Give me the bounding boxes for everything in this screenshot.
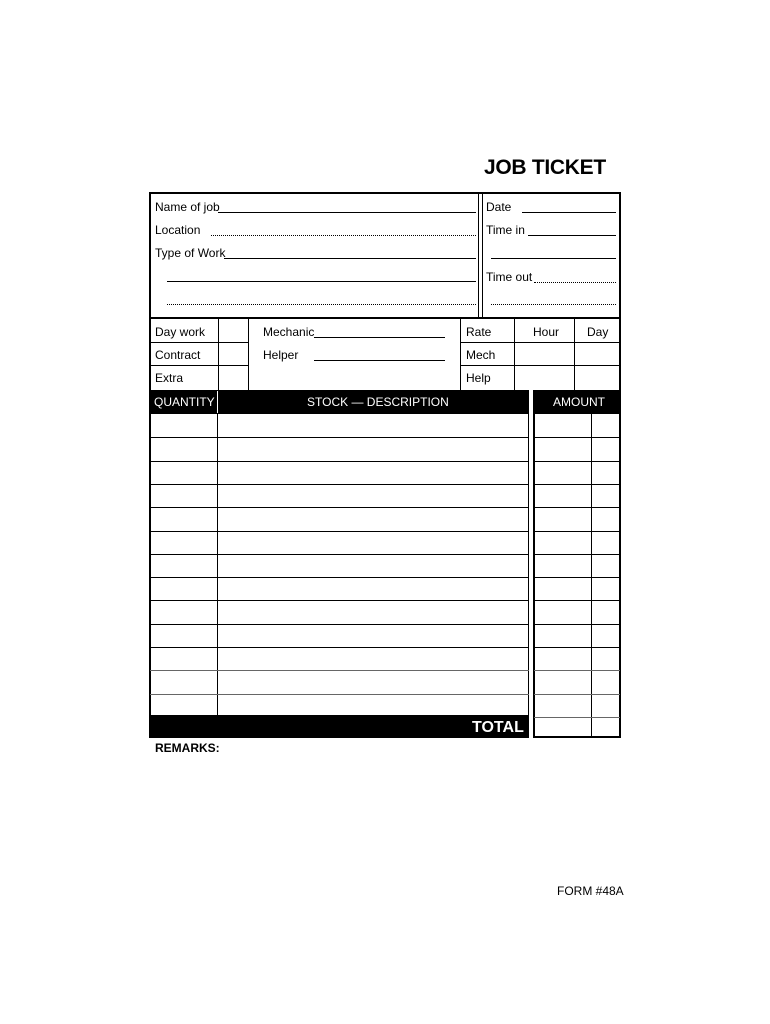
help-hour-field[interactable] [515, 366, 573, 386]
description-cell[interactable] [218, 438, 528, 458]
amount-dollars-cell[interactable] [535, 555, 591, 575]
form-title: JOB TICKET [484, 156, 606, 179]
amount-cents-cell[interactable] [592, 532, 619, 552]
description-cell[interactable] [218, 462, 528, 482]
labor-col-line [248, 319, 249, 390]
quantity-cell[interactable] [151, 695, 217, 715]
quantity-cell[interactable] [151, 671, 217, 691]
amount-dollars-cell[interactable] [535, 578, 591, 598]
amount-dollars-cell[interactable] [535, 625, 591, 645]
quantity-cell[interactable] [151, 555, 217, 575]
extra-checkbox[interactable] [220, 366, 247, 387]
description-header: STOCK — DESCRIPTION [307, 395, 449, 409]
time-blank-line[interactable] [491, 258, 616, 259]
name-of-job-label: Name of job [155, 200, 220, 214]
location-label: Location [155, 223, 201, 237]
name-of-job-line[interactable] [218, 212, 476, 213]
amount-cents-cell[interactable] [592, 695, 619, 715]
total-label: TOTAL [472, 719, 524, 736]
remarks-label: REMARKS: [155, 741, 220, 755]
amount-right-border [619, 414, 621, 738]
mechanic-label: Mechanic [263, 325, 315, 339]
quantity-cell[interactable] [151, 648, 217, 668]
amount-dollars-cell[interactable] [535, 415, 591, 435]
helper-line[interactable] [314, 360, 445, 361]
description-cell[interactable] [218, 671, 528, 691]
quantity-cell[interactable] [151, 625, 217, 645]
quantity-cell[interactable] [151, 438, 217, 458]
amount-cents-cell[interactable] [592, 578, 619, 598]
amount-cents-cell[interactable] [592, 438, 619, 458]
rate-label: Rate [466, 325, 492, 339]
type-of-work-line-2[interactable] [167, 281, 476, 282]
amount-dollars-cell[interactable] [535, 601, 591, 621]
date-line[interactable] [522, 212, 616, 213]
amount-dollars-cell[interactable] [535, 462, 591, 482]
mechanic-line[interactable] [314, 337, 445, 338]
contract-label: Contract [155, 348, 201, 362]
description-cell[interactable] [218, 578, 528, 598]
description-cell[interactable] [218, 601, 528, 621]
job-info-divider [482, 192, 483, 319]
description-cell[interactable] [218, 532, 528, 552]
day-label: Day [587, 325, 609, 339]
mech-hour-field[interactable] [515, 343, 573, 363]
amount-dollars-cell[interactable] [535, 648, 591, 668]
help-day-field[interactable] [575, 366, 619, 386]
type-of-work-label: Type of Work [155, 246, 226, 260]
amount-cents-cell[interactable] [592, 555, 619, 575]
amount-dollars-cell[interactable] [535, 671, 591, 691]
amount-cents-cell[interactable] [592, 601, 619, 621]
amount-cents-cell[interactable] [592, 625, 619, 645]
mech-day-field[interactable] [575, 343, 619, 363]
hour-label: Hour [533, 325, 560, 339]
description-cell[interactable] [218, 555, 528, 575]
form-number: FORM #48A [557, 884, 624, 898]
contract-checkbox[interactable] [220, 343, 247, 364]
time-in-line[interactable] [528, 235, 616, 236]
day-work-label: Day work [155, 325, 206, 339]
amount-dollars-cell[interactable] [535, 532, 591, 552]
extra-label: Extra [155, 371, 184, 385]
description-cell[interactable] [218, 415, 528, 435]
quantity-cell[interactable] [151, 601, 217, 621]
quantity-cell[interactable] [151, 415, 217, 435]
day-work-checkbox[interactable] [220, 320, 247, 341]
help-label: Help [466, 371, 491, 385]
quantity-header: QUANTITY [154, 395, 215, 409]
amount-dollars-cell[interactable] [535, 695, 591, 715]
date-label: Date [486, 200, 512, 214]
time-out-line-2[interactable] [491, 304, 616, 305]
description-cell[interactable] [218, 695, 528, 715]
amount-cents-cell[interactable] [592, 415, 619, 435]
description-cell[interactable] [218, 625, 528, 645]
time-out-label: Time out [486, 270, 533, 284]
description-cell[interactable] [218, 508, 528, 528]
amount-cents-cell[interactable] [592, 485, 619, 505]
description-cell[interactable] [218, 648, 528, 668]
rate-col-line [460, 319, 461, 390]
type-of-work-line[interactable] [224, 258, 476, 259]
amount-cents-cell[interactable] [592, 671, 619, 691]
amount-cents-cell[interactable] [592, 462, 619, 482]
amount-header: AMOUNT [553, 395, 605, 409]
quantity-cell[interactable] [151, 485, 217, 505]
amount-bottom-border [533, 736, 621, 738]
header-divider [217, 391, 218, 413]
labor-col-line [218, 319, 219, 390]
quantity-cell[interactable] [151, 532, 217, 552]
time-out-line[interactable] [534, 282, 616, 283]
quantity-cell[interactable] [151, 508, 217, 528]
job-info-divider [478, 192, 479, 319]
amount-dollars-cell[interactable] [535, 485, 591, 505]
location-line[interactable] [211, 235, 476, 236]
amount-dollars-cell[interactable] [535, 508, 591, 528]
mech-label: Mech [466, 348, 496, 362]
total-amount-field[interactable] [536, 716, 590, 736]
quantity-cell[interactable] [151, 578, 217, 598]
type-of-work-line-3[interactable] [167, 304, 476, 305]
amount-dollars-cell[interactable] [535, 438, 591, 458]
helper-label: Helper [263, 348, 299, 362]
quantity-cell[interactable] [151, 462, 217, 482]
description-cell[interactable] [218, 485, 528, 505]
amount-cents-cell[interactable] [592, 648, 619, 668]
time-in-label: Time in [486, 223, 525, 237]
amount-cents-cell[interactable] [592, 508, 619, 528]
